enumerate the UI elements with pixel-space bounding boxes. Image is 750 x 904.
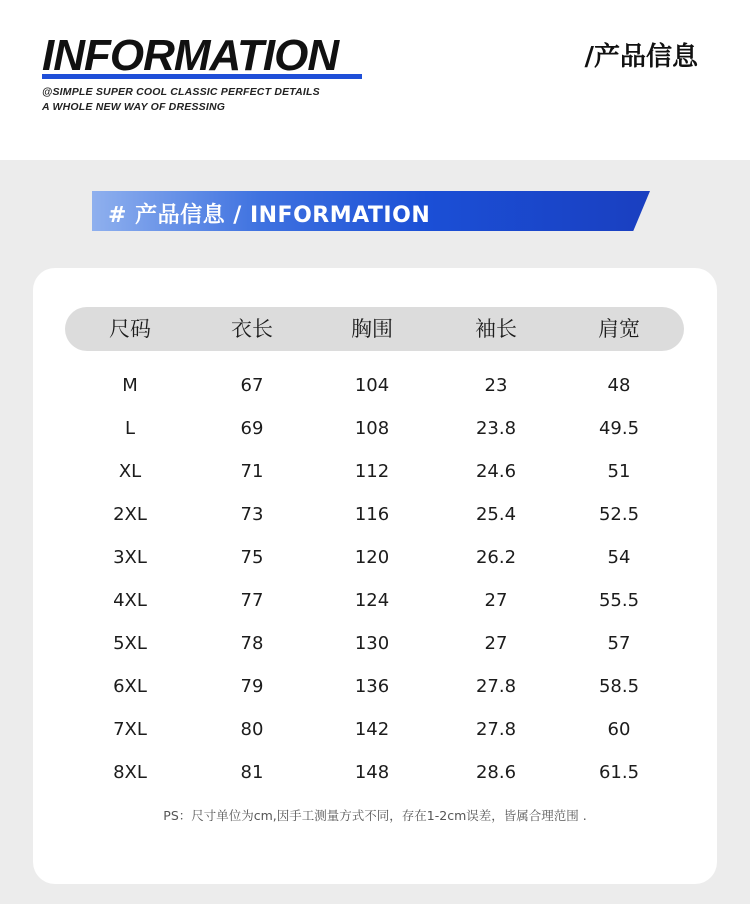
cell-size: 3XL — [113, 547, 147, 568]
cell-sleeve: 27 — [484, 633, 508, 654]
page-title: /产品信息 — [584, 42, 698, 72]
cell-length: 78 — [240, 633, 264, 654]
cell-size: XL — [118, 461, 142, 482]
cell-chest: 104 — [354, 375, 390, 396]
cell-size: 8XL — [113, 762, 147, 783]
cell-length: 69 — [240, 418, 264, 439]
cell-sleeve: 25.4 — [475, 504, 517, 525]
cell-chest: 142 — [354, 719, 390, 740]
cell-sleeve: 23.8 — [475, 418, 517, 439]
tagline-line-1: @SIMPLE SUPER COOL CLASSIC PERFECT DETAILS — [42, 86, 320, 98]
cell-chest: 148 — [354, 762, 390, 783]
cell-length: 75 — [240, 547, 264, 568]
cell-length: 81 — [240, 762, 264, 783]
cell-size: 5XL — [113, 633, 147, 654]
cell-length: 79 — [240, 676, 264, 697]
cell-chest: 108 — [354, 418, 390, 439]
top-header — [0, 0, 750, 160]
cell-sleeve: 26.2 — [475, 547, 517, 568]
column-header-size: 尺码 — [109, 317, 151, 341]
cell-length: 80 — [240, 719, 264, 740]
cell-shoulder: 60 — [607, 719, 631, 740]
cell-shoulder: 57 — [607, 633, 631, 654]
cell-shoulder: 48 — [607, 375, 631, 396]
tagline-line-2: A WHOLE NEW WAY OF DRESSING — [42, 101, 226, 113]
cell-chest: 120 — [354, 547, 390, 568]
cell-shoulder: 61.5 — [598, 762, 640, 783]
column-header-sleeve: 袖长 — [475, 317, 517, 341]
column-header-chest: 胸围 — [351, 317, 393, 341]
cell-shoulder: 52.5 — [598, 504, 640, 525]
cell-size: M — [122, 375, 138, 396]
section-banner-text: # 产品信息 / INFORMATION — [108, 203, 431, 228]
cell-shoulder: 58.5 — [598, 676, 640, 697]
cell-chest: 124 — [354, 590, 390, 611]
cell-length: 67 — [240, 375, 264, 396]
cell-sleeve: 28.6 — [475, 762, 517, 783]
cell-shoulder: 51 — [607, 461, 631, 482]
cell-length: 73 — [240, 504, 264, 525]
column-header-shoulder: 肩宽 — [598, 317, 640, 341]
cell-size: 6XL — [113, 676, 147, 697]
cell-size: 2XL — [113, 504, 147, 525]
size-table-card — [33, 268, 717, 884]
brand-logo — [42, 31, 339, 80]
cell-size: 7XL — [113, 719, 147, 740]
cell-sleeve: 23 — [484, 375, 508, 396]
cell-chest: 116 — [354, 504, 390, 525]
cell-length: 71 — [240, 461, 264, 482]
cell-sleeve: 24.6 — [475, 461, 517, 482]
cell-chest: 136 — [354, 676, 390, 697]
cell-size: L — [124, 418, 136, 439]
cell-chest: 130 — [354, 633, 390, 654]
cell-chest: 112 — [354, 461, 390, 482]
cell-sleeve: 27.8 — [475, 676, 517, 697]
cell-size: 4XL — [113, 590, 147, 611]
cell-sleeve: 27.8 — [475, 719, 517, 740]
cell-sleeve: 27 — [484, 590, 508, 611]
cell-shoulder: 55.5 — [598, 590, 640, 611]
cell-length: 77 — [240, 590, 264, 611]
cell-shoulder: 49.5 — [598, 418, 640, 439]
column-header-length: 衣长 — [231, 317, 273, 341]
measurement-note: PS：尺寸单位为cm,因手工测量方式不同，存在1-2cm误差，皆属合理范围 . — [163, 808, 587, 823]
cell-shoulder: 54 — [607, 547, 631, 568]
brand-title: INFORMATION — [42, 31, 339, 80]
